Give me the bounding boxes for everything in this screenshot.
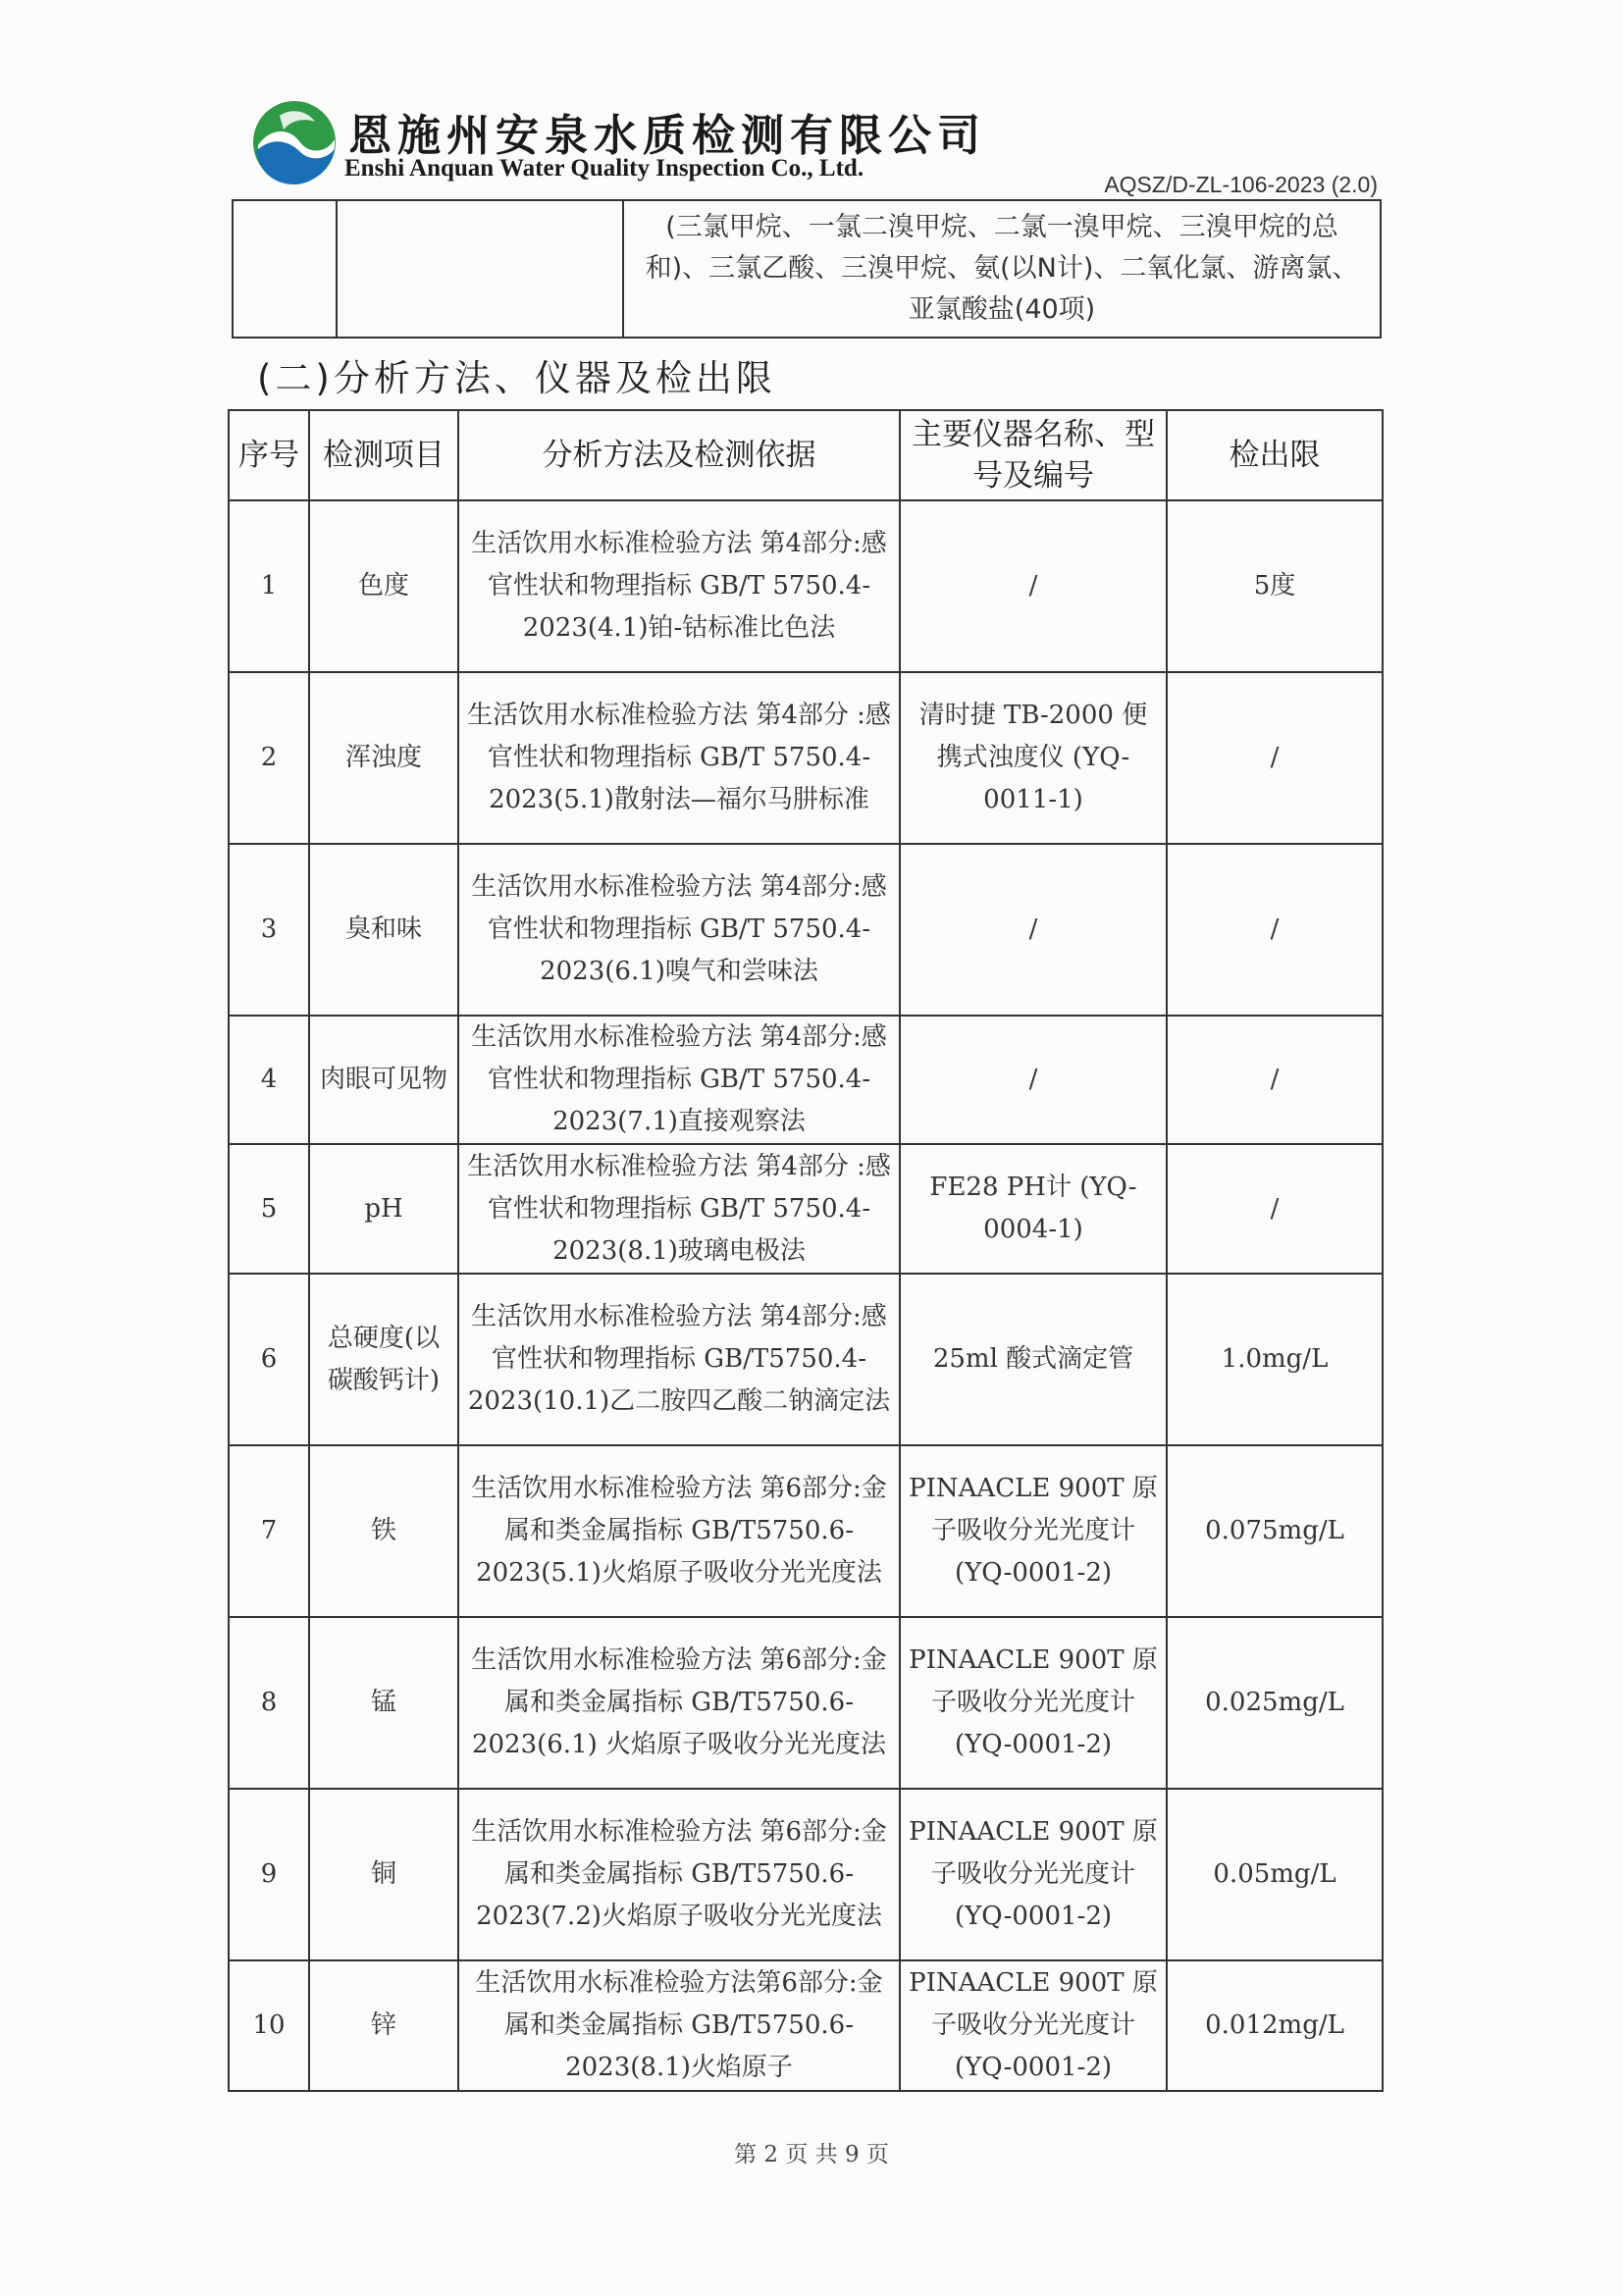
header-item: 检测项目 — [309, 410, 458, 500]
cell-method: 生活饮用水标准检验方法 第4部分:感官性状和物理指标 GB/T 5750.4-2023(4.1)铂-钴标准比色法 — [458, 500, 900, 672]
header-no: 序号 — [229, 410, 309, 500]
cell-method: 生活饮用水标准检验方法 第6部分:金属和类金属指标 GB/T5750.6-2023(5.1)火焰原子吸收分光光度法 — [458, 1445, 900, 1617]
cell-limit: / — [1167, 1016, 1383, 1144]
methods-table — [228, 409, 1384, 2092]
table-row — [229, 844, 1383, 1016]
cell-no: 8 — [229, 1617, 309, 1789]
continuation-row — [233, 200, 1381, 338]
cell-no: 5 — [229, 1144, 309, 1274]
cell-method: 生活饮用水标准检验方法 第6部分:金属和类金属指标 GB/T5750.6-2023(7.2)火焰原子吸收分光光度法 — [458, 1789, 900, 1960]
cell-no: 7 — [229, 1445, 309, 1617]
cell-item: 臭和味 — [309, 844, 458, 1016]
cell-limit: 0.075mg/L — [1167, 1445, 1383, 1617]
cell-instrument: / — [900, 844, 1167, 1016]
cell-item: 色度 — [309, 500, 458, 672]
table-row — [229, 1016, 1383, 1144]
cell-limit: 0.05mg/L — [1167, 1789, 1383, 1960]
page-number: 第 2 页 共 9 页 — [734, 2142, 889, 2167]
cell-limit: 0.012mg/L — [1167, 1960, 1383, 2091]
company-logo-icon — [250, 98, 339, 186]
cell-item: 总硬度(以碳酸钙计) — [309, 1274, 458, 1445]
cell-no: 1 — [229, 500, 309, 672]
cell-limit: 1.0mg/L — [1167, 1274, 1383, 1445]
cell-instrument: 清时捷 TB-2000 便携式浊度仪 (YQ-0011-1) — [900, 672, 1167, 844]
cell-no: 6 — [229, 1274, 309, 1445]
cell-method: 生活饮用水标准检验方法 第4部分:感官性状和物理指标 GB/T 5750.4-2023(7.1)直接观察法 — [458, 1016, 900, 1144]
cell-no: 9 — [229, 1789, 309, 1960]
header-instrument: 主要仪器名称、型号及编号 — [900, 410, 1167, 500]
cell-instrument: 25ml 酸式滴定管 — [900, 1274, 1167, 1445]
cell-item: 锰 — [309, 1617, 458, 1789]
cell-limit: 0.025mg/L — [1167, 1617, 1383, 1789]
cell-instrument: FE28 PH计 (YQ-0004-1) — [900, 1144, 1167, 1274]
table-row — [229, 1960, 1383, 2091]
continuation-table — [232, 199, 1382, 339]
cell-no: 10 — [229, 1960, 309, 2091]
cell-method: 生活饮用水标准检验方法 第4部分 :感官性状和物理指标 GB/T 5750.4-2023(8.1)玻璃电极法 — [458, 1144, 900, 1274]
header-limit: 检出限 — [1167, 410, 1383, 500]
cell-method: 生活饮用水标准检验方法 第4部分:感官性状和物理指标 GB/T5750.4-2023(10.1)乙二胺四乙酸二钠滴定法 — [458, 1274, 900, 1445]
cell-instrument: PINAACLE 900T 原子吸收分光光度计(YQ-0001-2) — [900, 1445, 1167, 1617]
cell-limit: 5度 — [1167, 500, 1383, 672]
cell-no: 4 — [229, 1016, 309, 1144]
continuation-cell-empty — [233, 200, 337, 338]
table-row — [229, 672, 1383, 844]
cell-item: 铜 — [309, 1789, 458, 1960]
cell-no: 3 — [229, 844, 309, 1016]
table-row — [229, 1144, 1383, 1274]
cell-item: 铁 — [309, 1445, 458, 1617]
cell-instrument: PINAACLE 900T 原子吸收分光光度计(YQ-0001-2) — [900, 1960, 1167, 2091]
cell-item: pH — [309, 1144, 458, 1274]
table-row — [229, 1274, 1383, 1445]
cell-instrument: PINAACLE 900T 原子吸收分光光度计(YQ-0001-2) — [900, 1789, 1167, 1960]
continuation-text: (三氯甲烷、一氯二溴甲烷、二氯一溴甲烷、三溴甲烷的总和)、三氯乙酸、三溴甲烷、氨(以N计)、二氧化氯、游离氯、亚氯酸盐(40项) — [623, 200, 1381, 338]
cell-item: 浑浊度 — [309, 672, 458, 844]
cell-limit: / — [1167, 672, 1383, 844]
table-row — [229, 500, 1383, 672]
cell-instrument: PINAACLE 900T 原子吸收分光光度计(YQ-0001-2) — [900, 1617, 1167, 1789]
table-row — [229, 1445, 1383, 1617]
cell-item: 肉眼可见物 — [309, 1016, 458, 1144]
cell-method: 生活饮用水标准检验方法 第6部分:金属和类金属指标 GB/T5750.6-2023(6.1) 火焰原子吸收分光光度法 — [458, 1617, 900, 1789]
cell-instrument: / — [900, 500, 1167, 672]
cell-limit: / — [1167, 1144, 1383, 1274]
table-header-row — [229, 410, 1383, 500]
table-row — [229, 1789, 1383, 1960]
company-name-cn: 恩施州安泉水质检测有限公司 — [348, 111, 986, 161]
section-title: (二)分析方法、仪器及检出限 — [257, 357, 776, 399]
cell-no: 2 — [229, 672, 309, 844]
header-method: 分析方法及检测依据 — [458, 410, 900, 500]
continuation-cell-empty — [337, 200, 623, 338]
cell-method: 生活饮用水标准检验方法第6部分:金属和类金属指标 GB/T5750.6-2023(8.1)火焰原子 — [458, 1960, 900, 2091]
cell-item: 锌 — [309, 1960, 458, 2091]
company-name-en: Enshi Anquan Water Quality Inspection Co., Ltd. — [344, 155, 864, 182]
document-code: AQSZ/D-ZL-106-2023 (2.0) — [1104, 172, 1378, 197]
cell-method: 生活饮用水标准检验方法 第4部分:感官性状和物理指标 GB/T 5750.4-2023(6.1)嗅气和尝味法 — [458, 844, 900, 1016]
cell-limit: / — [1167, 844, 1383, 1016]
table-row — [229, 1617, 1383, 1789]
cell-instrument: / — [900, 1016, 1167, 1144]
cell-method: 生活饮用水标准检验方法 第4部分 :感官性状和物理指标 GB/T 5750.4-2023(5.1)散射法—福尔马肼标准 — [458, 672, 900, 844]
